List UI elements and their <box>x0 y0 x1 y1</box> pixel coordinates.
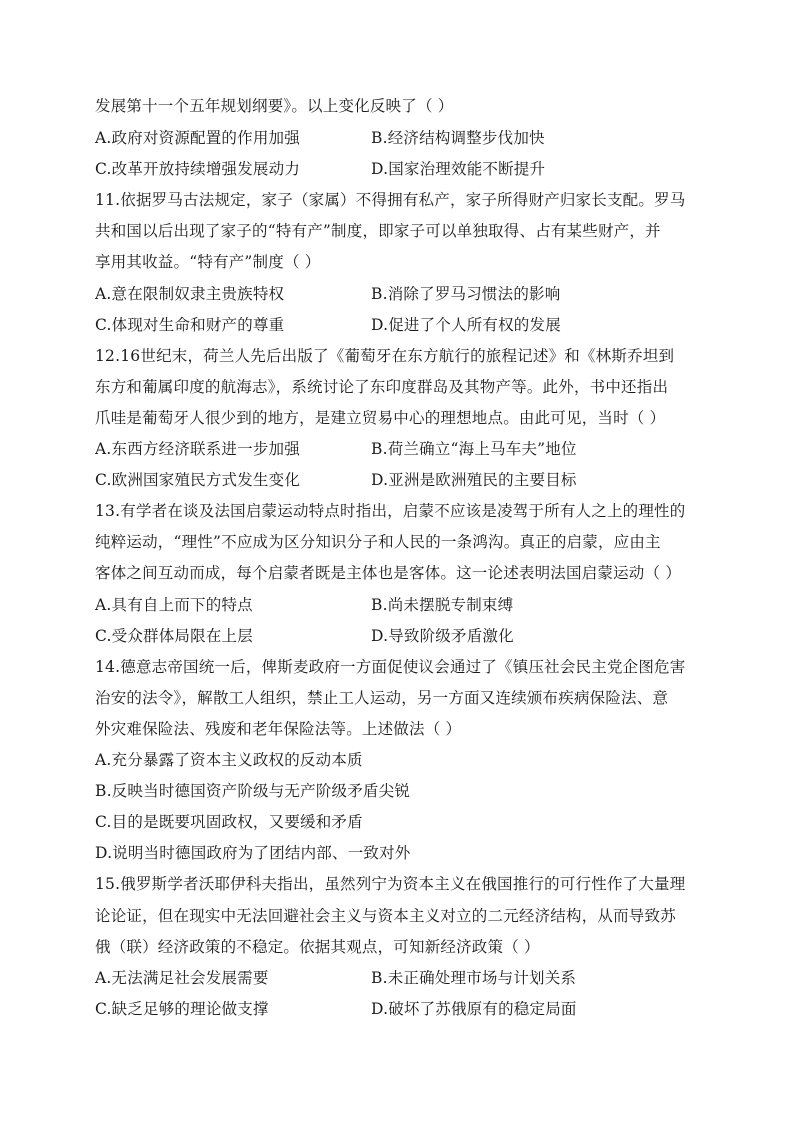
question-12-option-d: D.亚洲是欧洲殖民的主要目标 <box>371 471 577 489</box>
question-13-stem-line-2: 纯粹运动，“理性”不应成为区分知识分子和人民的一条鸿沟。真正的启蒙，应由主 <box>95 533 661 551</box>
question-11-stem-line-1: 11.依据罗马古法规定，家子（家属）不得拥有私产，家子所得财产归家长支配。罗马 <box>95 191 686 209</box>
question-15-stem-line-1: 15.俄罗斯学者沃耶伊科夫指出，虽然列宁为资本主义在俄国推行的可行性作了大量理 <box>95 875 686 893</box>
question-11-option-d: D.促进了个人所有权的发展 <box>371 316 561 334</box>
question-13-option-a: A.具有自上而下的特点 <box>95 596 253 614</box>
question-11-option-a: A.意在限制奴隶主贵族特权 <box>95 285 285 303</box>
question-15-option-a: A.无法满足社会发展需要 <box>95 969 269 987</box>
question-13-option-c: C.受众群体局限在上层 <box>95 627 253 645</box>
question-11-option-c: C.体现对生命和财产的尊重 <box>95 316 285 334</box>
question-13-option-b: B.尚未摆脱专制束缚 <box>371 596 514 614</box>
question-15-option-c: C.缺乏足够的理论做支撑 <box>95 1000 269 1018</box>
question-11-option-b: B.消除了罗马习惯法的影响 <box>371 285 561 303</box>
question-12-option-b: B.荷兰确立“海上马车夫”地位 <box>371 440 577 458</box>
question-14-stem-line-1: 14.德意志帝国统一后，俾斯麦政府一方面促使议会通过了《镇压社会民主党企图危害 <box>95 658 686 676</box>
question-13-stem-line-1: 13.有学者在谈及法国启蒙运动特点时指出，启蒙不应该是凌驾于所有人之上的理性的 <box>95 502 686 520</box>
question-10-option-a: A.政府对资源配置的作用加强 <box>95 129 300 147</box>
question-14-stem-line-3: 外灾难保险法、残废和老年保险法等。上述做法（ ） <box>95 720 462 738</box>
question-15-stem-line-3: 俄（联）经济政策的不稳定。依据其观点，可知新经济政策（ ） <box>95 938 540 956</box>
question-14-option-c: C.目的是既要巩固政权，又要缓和矛盾 <box>95 813 363 831</box>
question-10-option-b: B.经济结构调整步伐加快 <box>371 129 545 147</box>
question-10-option-d: D.国家治理效能不断提升 <box>371 160 546 178</box>
question-14-option-b: B.反映当时德国资产阶级与无产阶级矛盾尖锐 <box>95 782 411 800</box>
question-11-stem-line-3: 享用其收益。“特有产”制度（ ） <box>95 253 321 271</box>
question-12-stem-line-1: 12.16世纪末，荷兰人先后出版了《葡萄牙在东方航行的旅程记述》和《林斯乔坦到 <box>95 347 675 365</box>
question-11-stem-line-2: 共和国以后出现了家子的“特有产”制度，即家子可以单独取得、占有某些财产，并 <box>95 222 661 240</box>
question-14-option-a: A.充分暴露了资本主义政权的反动本质 <box>95 751 363 769</box>
question-15-option-b: B.未正确处理市场与计划关系 <box>371 969 577 987</box>
question-12-stem-line-2: 东方和葡属印度的航海志》，系统讨论了东印度群岛及其物产等。此外，书中还指出 <box>95 378 669 396</box>
question-15-stem-line-2: 论论证，但在现实中无法回避社会主义与资本主义对立的二元经济结构，从而导致苏 <box>95 907 676 925</box>
question-12-option-a: A.东西方经济联系进一步加强 <box>95 440 300 458</box>
question-13-option-d: D.导致阶级矛盾激化 <box>371 627 514 645</box>
question-15-option-d: D.破坏了苏俄原有的稳定局面 <box>371 1000 577 1018</box>
question-10-option-c: C.改革开放持续增强发展动力 <box>95 160 301 178</box>
question-10-stem-tail: 发展第十一个五年规划纲要》。以上变化反映了（ ） <box>95 97 454 115</box>
question-14-option-d: D.说明当时德国政府为了团结内部、一致对外 <box>95 844 411 862</box>
question-14-stem-line-2: 治安的法令》，解散工人组织，禁止工人运动，另一方面又连续颁布疾病保险法、意 <box>95 689 669 707</box>
question-13-stem-line-3: 客体之间互动而成，每个启蒙者既是主体也是客体。这一论述表明法国启蒙运动（ ） <box>95 564 682 582</box>
question-12-option-c: C.欧洲国家殖民方式发生变化 <box>95 471 301 489</box>
question-12-stem-line-3: 爪哇是葡萄牙人很少到的地方，是建立贸易中心的理想地点。由此可见，当时（ ） <box>95 409 666 427</box>
